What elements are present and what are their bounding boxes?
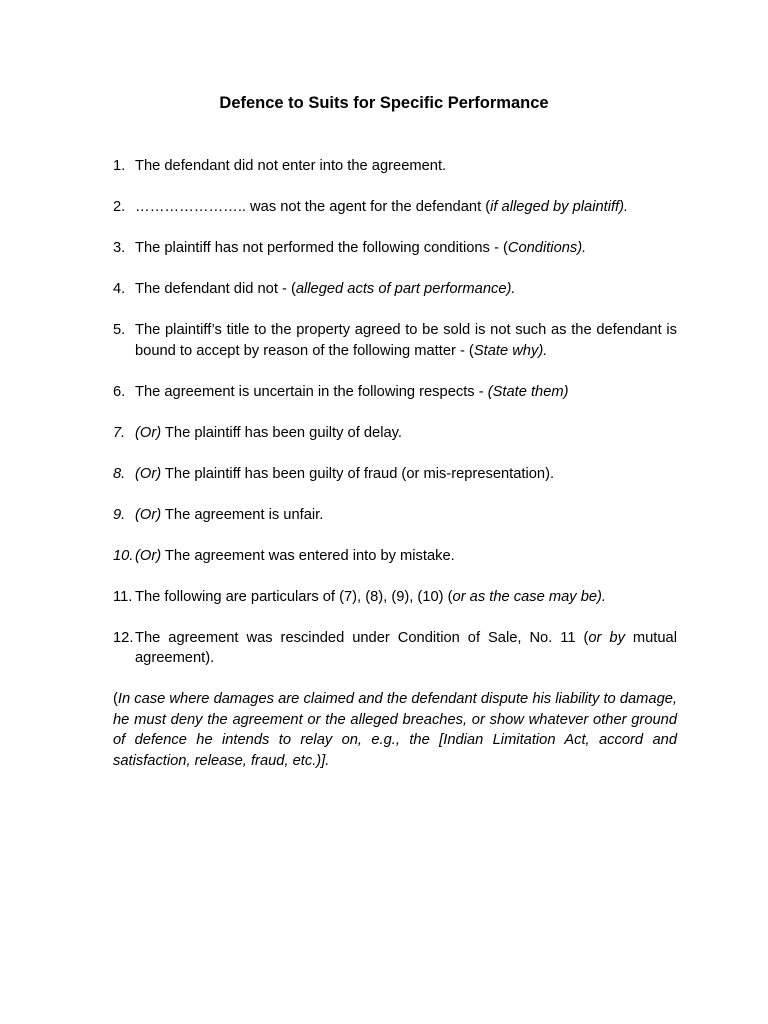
list-item-12	[113, 628, 677, 669]
item-or-label: (Or)	[135, 424, 162, 441]
item-text: The agreement was entered into by mistake.	[161, 547, 455, 564]
item-text: The plaintiff’s title to the property agreed to be sold is not such as the defendant is bound to accept by reason of the following matter - (	[135, 322, 677, 359]
item-number: 5.	[113, 322, 126, 338]
list-item-3	[113, 238, 677, 259]
item-number: 2.	[113, 199, 126, 215]
item-text-end: mutual agreement).	[135, 629, 677, 666]
item-number: 3.	[113, 240, 126, 256]
item-text: The defendant did not - (	[135, 281, 296, 297]
list-item-6	[113, 382, 677, 403]
list-item-1	[113, 156, 677, 177]
item-text: The agreement is uncertain in the following respects -	[135, 383, 488, 400]
item-text: The plaintiff has not performed the following conditions - (	[135, 240, 508, 256]
item-italic-text: Conditions).	[507, 240, 587, 256]
note-text: In case where damages are claimed and the defendant dispute his liability to damage, he must deny the agreement or the alleged breaches, or show whatever other ground of defence he intends to relay on, e.g., the [Indian Limitation Act, accord and satisfaction, release, fraud, etc.)].	[113, 691, 677, 769]
closing-note	[113, 689, 677, 771]
item-number: 10.	[113, 547, 134, 564]
list-item-10	[113, 546, 677, 567]
item-number: 6.	[113, 383, 126, 400]
item-number: 1.	[113, 158, 126, 174]
item-text: The following are particulars of (7), (8), (9), (10) (	[135, 588, 453, 605]
item-text: The agreement was rescinded under Condition of Sale, No. 11 (	[135, 629, 589, 646]
item-text: The defendant did not enter into the agreement.	[135, 158, 447, 174]
item-or-label: (Or)	[135, 465, 162, 482]
list-item-11	[113, 587, 677, 608]
item-text: ………………….. was not the agent for the defendant (	[135, 199, 491, 215]
defence-list	[113, 156, 677, 689]
item-number: 11.	[113, 588, 133, 605]
item-italic-text: or by	[588, 629, 625, 646]
list-item-7	[113, 423, 677, 444]
document-title: Defence to Suits for Specific Performance	[219, 94, 549, 112]
item-number: 12.	[113, 629, 134, 646]
item-italic-text: or as the case may be).	[452, 588, 607, 605]
item-italic-text: State why).	[473, 342, 548, 359]
item-number: 8.	[113, 465, 126, 482]
item-or-label: (Or)	[135, 506, 162, 523]
item-italic-text: if alleged by plaintiff).	[490, 199, 629, 215]
list-item-5	[113, 320, 677, 361]
item-number: 7.	[113, 424, 126, 441]
item-text: The agreement is unfair.	[161, 506, 324, 523]
item-or-label: (Or)	[135, 547, 162, 564]
item-number: 4.	[113, 281, 126, 297]
list-item-9	[113, 505, 677, 526]
list-item-8	[113, 464, 677, 485]
list-item-4	[113, 279, 677, 300]
item-italic-text: (State them)	[487, 383, 569, 400]
item-italic-text: alleged acts of part performance).	[295, 281, 516, 297]
item-text: The plaintiff has been guilty of fraud (or mis-representation).	[161, 465, 555, 482]
item-text: The plaintiff has been guilty of delay.	[161, 424, 402, 441]
list-item-2	[113, 197, 677, 218]
item-number: 9.	[113, 506, 126, 523]
note-open-paren: (	[113, 691, 118, 707]
